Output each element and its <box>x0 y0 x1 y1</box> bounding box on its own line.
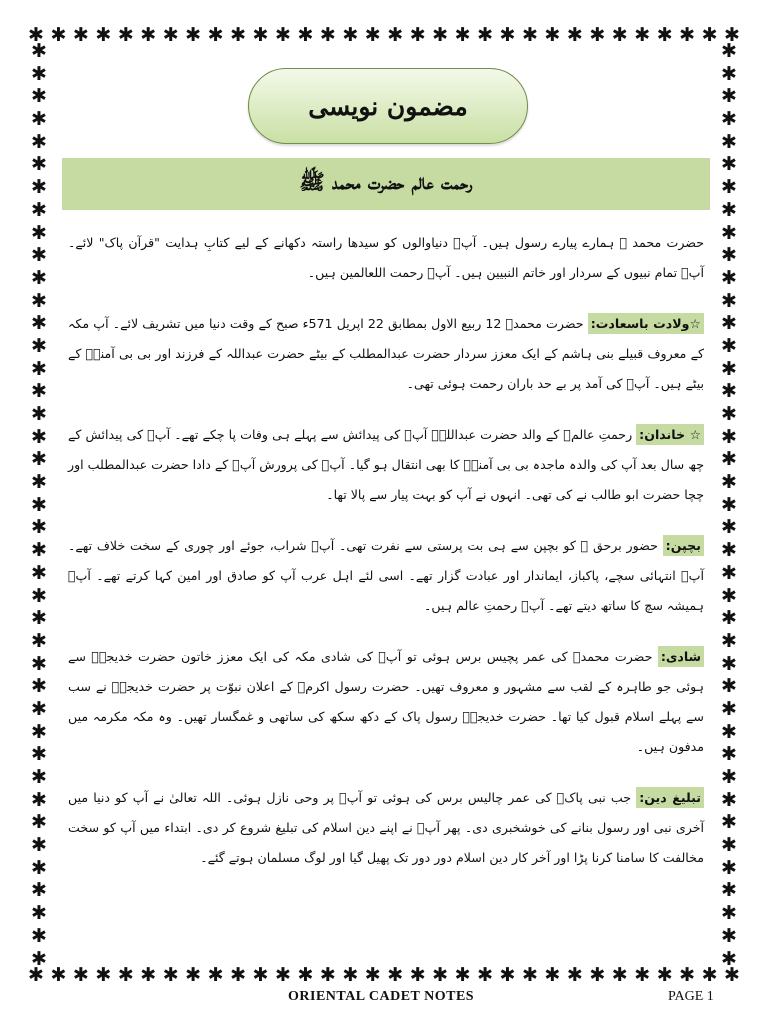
star-border-bottom <box>28 964 740 986</box>
star-icon: ✱ <box>72 964 89 986</box>
star-icon: ✱ <box>721 788 737 811</box>
star-icon: ✱ <box>544 24 561 46</box>
star-icon: ✱ <box>297 964 314 986</box>
star-icon: ✱ <box>721 493 737 516</box>
star-icon: ✱ <box>185 964 202 986</box>
star-icon: ✱ <box>31 561 47 584</box>
star-icon: ✱ <box>721 403 737 425</box>
heading-label: ☆ خاندان: <box>636 424 704 445</box>
star-icon: ✱ <box>31 289 47 312</box>
star-icon: ✱ <box>387 964 404 986</box>
star-icon: ✱ <box>724 964 740 986</box>
star-icon: ✱ <box>721 198 737 221</box>
star-icon: ✱ <box>544 964 561 986</box>
star-icon: ✱ <box>31 153 47 176</box>
star-icon: ✱ <box>432 964 449 986</box>
star-icon: ✱ <box>31 720 47 743</box>
star-icon: ✱ <box>634 964 651 986</box>
page-subtitle: رحمت عالم حضرت محمد ﷺ <box>299 168 473 194</box>
star-icon: ✱ <box>31 788 47 811</box>
star-icon: ✱ <box>566 24 583 46</box>
star-icon: ✱ <box>721 62 737 85</box>
star-icon: ✱ <box>252 24 269 46</box>
star-icon: ✱ <box>274 24 291 46</box>
star-icon: ✱ <box>31 652 47 675</box>
star-icon: ✱ <box>721 244 737 267</box>
star-icon: ✱ <box>721 266 737 289</box>
star-icon: ✱ <box>477 24 493 46</box>
star-icon: ✱ <box>31 244 47 267</box>
star-icon: ✱ <box>409 24 426 46</box>
paragraph-birth <box>68 309 704 399</box>
star-icon: ✱ <box>31 403 47 425</box>
paragraph-marriage <box>68 642 704 762</box>
star-icon: ✱ <box>31 198 47 221</box>
star-icon: ✱ <box>589 24 606 46</box>
star-icon: ✱ <box>454 964 471 986</box>
star-icon: ✱ <box>31 766 47 788</box>
star-icon: ✱ <box>297 24 314 46</box>
star-icon: ✱ <box>31 357 47 380</box>
star-icon: ✱ <box>721 584 737 607</box>
star-icon: ✱ <box>721 856 737 879</box>
star-icon: ✱ <box>31 493 47 516</box>
star-icon: ✱ <box>31 425 47 448</box>
star-border-left <box>28 40 50 970</box>
star-icon: ✱ <box>721 652 737 675</box>
paragraph-text: حضرت محمدؐ 12 ربیع الاول بمطابق 22 اپریل 571ء صبح کے وقت دنیا میں تشریف لائے۔ آپ مکہ کے معروف قبیلے بنی ہاشم کے ایک معزز سردار حضرت عبدالمطلب کے بیٹے حضرت عبداللہ کے فرزند اور بی بی آمنہؓ کے بیٹے ہیں۔ آپؐ کی آمد پر بے حد باران رحمت ہوئی تھی۔ <box>68 316 704 391</box>
page-number: PAGE 1 <box>668 989 714 1004</box>
star-icon: ✱ <box>721 516 737 539</box>
star-icon: ✱ <box>31 675 47 698</box>
star-icon: ✱ <box>454 24 471 46</box>
star-icon: ✱ <box>207 24 224 46</box>
star-icon: ✱ <box>31 380 47 403</box>
star-icon: ✱ <box>117 24 134 46</box>
star-icon: ✱ <box>721 811 737 834</box>
star-icon: ✱ <box>566 964 583 986</box>
star-icon: ✱ <box>721 766 737 788</box>
star-icon: ✱ <box>721 561 737 584</box>
star-icon: ✱ <box>721 743 737 766</box>
star-icon: ✱ <box>31 516 47 539</box>
star-icon: ✱ <box>31 108 47 131</box>
star-icon: ✱ <box>721 153 737 176</box>
star-icon: ✱ <box>31 471 47 494</box>
star-icon: ✱ <box>611 964 628 986</box>
star-icon: ✱ <box>31 266 47 289</box>
star-icon: ✱ <box>162 964 179 986</box>
star-icon: ✱ <box>724 24 740 46</box>
star-icon: ✱ <box>31 221 47 244</box>
star-icon: ✱ <box>721 289 737 312</box>
star-icon: ✱ <box>342 964 359 986</box>
star-icon: ✱ <box>162 24 179 46</box>
star-icon: ✱ <box>701 24 718 46</box>
star-icon: ✱ <box>656 24 673 46</box>
subtitle-band <box>62 158 710 210</box>
star-icon: ✱ <box>31 902 47 925</box>
star-icon: ✱ <box>432 24 449 46</box>
heading-label: شادی: <box>658 646 704 667</box>
star-icon: ✱ <box>589 964 606 986</box>
star-icon: ✱ <box>95 964 112 986</box>
star-icon: ✱ <box>364 964 381 986</box>
star-icon: ✱ <box>721 675 737 698</box>
star-icon: ✱ <box>721 834 737 857</box>
star-icon: ✱ <box>31 40 47 62</box>
star-icon: ✱ <box>319 24 336 46</box>
star-icon: ✱ <box>117 964 134 986</box>
star-icon: ✱ <box>274 964 291 986</box>
star-icon: ✱ <box>28 964 44 986</box>
star-icon: ✱ <box>721 879 737 902</box>
star-icon: ✱ <box>140 964 157 986</box>
star-icon: ✱ <box>656 964 673 986</box>
star-border-right <box>718 40 740 970</box>
star-icon: ✱ <box>701 964 718 986</box>
essay-body <box>68 228 704 894</box>
star-icon: ✱ <box>72 24 89 46</box>
star-icon: ✱ <box>721 947 737 970</box>
star-icon: ✱ <box>721 448 737 471</box>
paragraph-family <box>68 420 704 510</box>
page-title: مضمون نویسی <box>308 91 468 121</box>
title-box <box>248 68 528 144</box>
star-icon: ✱ <box>679 24 696 46</box>
star-icon: ✱ <box>477 964 493 986</box>
heading-label: ☆ولادت باسعادت: <box>588 313 704 334</box>
star-icon: ✱ <box>721 108 737 131</box>
star-border-top <box>28 24 740 46</box>
star-icon: ✱ <box>721 40 737 62</box>
star-icon: ✱ <box>409 964 426 986</box>
star-icon: ✱ <box>721 85 737 108</box>
star-icon: ✱ <box>28 24 44 46</box>
star-icon: ✱ <box>31 811 47 834</box>
star-icon: ✱ <box>230 24 246 46</box>
star-icon: ✱ <box>499 24 516 46</box>
star-icon: ✱ <box>31 697 47 720</box>
star-icon: ✱ <box>721 471 737 494</box>
star-icon: ✱ <box>31 607 47 630</box>
star-icon: ✱ <box>721 312 737 335</box>
star-icon: ✱ <box>679 964 696 986</box>
star-icon: ✱ <box>521 24 538 46</box>
star-icon: ✱ <box>721 357 737 380</box>
star-icon: ✱ <box>721 380 737 403</box>
star-icon: ✱ <box>31 539 47 562</box>
star-icon: ✱ <box>31 312 47 335</box>
star-icon: ✱ <box>611 24 628 46</box>
star-icon: ✱ <box>207 964 224 986</box>
star-icon: ✱ <box>50 964 67 986</box>
star-icon: ✱ <box>721 924 737 947</box>
star-icon: ✱ <box>721 629 737 652</box>
star-icon: ✱ <box>364 24 381 46</box>
paragraph-text: حضرت محمدؐ کی عمر پچیس برس ہوئی تو آپؐ کی شادی مکہ کی ایک معزز خاتون حضرت خدیجہؓ سے ہوئی جو طاہرہ کے لقب سے مشہور و معروف تھیں۔ حضرت رسول اکرمؐ کے اعلان نبوّت پر حضرت خدیجہؓ نے سب سے پہلے اسلام قبول کیا تھا۔ حضرت خدیجہؓ رسول پاک کے دکھ سکھ کی ساتھی و غمگسار تھیں۔ وہ مکہ مکرمہ میں مدفون ہیں۔ <box>68 649 704 754</box>
star-icon: ✱ <box>31 62 47 85</box>
star-icon: ✱ <box>31 130 47 153</box>
star-icon: ✱ <box>721 130 737 153</box>
paragraph-text: حضور برحق ﷺ کو بچپن سے ہی بت پرستی سے نفرت تھی۔ آپؐ شراب، جوئے اور چوری کے سخت خلاف تھے۔ آپؐ انتہائی سچے، پاکباز، ایماندار اور عبادت گزار تھے۔ اسی لئے اہل عرب آپ کو صادق اور امین کہا کرتے تھے۔ آپؐ ہمیشہ سچ کا ساتھ دیتے تھے۔ آپؐ رحمتِ عالم ہیں۔ <box>68 538 704 613</box>
star-icon: ✱ <box>721 539 737 562</box>
star-icon: ✱ <box>31 743 47 766</box>
paragraph-text: حضرت محمد ﷺ ہمارے پیارے رسول ہیں۔ آپؐ دنیاوالوں کو سیدھا راستہ دکھانے کے لیے کتابِ ہدایت "قرآن پاک" لائے۔ آپؐ تمام نبیوں کے سردار اور خاتم النبیین ہیں۔ آپؐ رحمت اللعالمین ہیں۔ <box>68 235 704 280</box>
star-icon: ✱ <box>721 697 737 720</box>
star-icon: ✱ <box>521 964 538 986</box>
star-icon: ✱ <box>185 24 202 46</box>
star-icon: ✱ <box>31 584 47 607</box>
star-icon: ✱ <box>721 221 737 244</box>
star-icon: ✱ <box>31 448 47 471</box>
star-icon: ✱ <box>721 334 737 357</box>
star-icon: ✱ <box>721 176 737 199</box>
star-icon: ✱ <box>140 24 157 46</box>
star-icon: ✱ <box>31 176 47 199</box>
star-icon: ✱ <box>31 879 47 902</box>
footer-source: ORIENTAL CADET NOTES <box>288 989 475 1004</box>
star-icon: ✱ <box>230 964 246 986</box>
star-icon: ✱ <box>387 24 404 46</box>
star-icon: ✱ <box>252 964 269 986</box>
star-icon: ✱ <box>31 629 47 652</box>
star-icon: ✱ <box>634 24 651 46</box>
star-icon: ✱ <box>95 24 112 46</box>
star-icon: ✱ <box>31 85 47 108</box>
star-icon: ✱ <box>499 964 516 986</box>
heading-label: بچپن: <box>663 535 704 556</box>
paragraph-childhood <box>68 531 704 621</box>
star-icon: ✱ <box>721 902 737 925</box>
star-icon: ✱ <box>31 334 47 357</box>
paragraph-text: رحمتِ عالمؐ کے والد حضرت عبداللہؓ آپؐ کی پیدائش سے پہلے ہی وفات پا چکے تھے۔ آپؐ کی پیدائش کے چھ سال بعد آپ کی والدہ ماجدہ بی بی آمنہؓ کا بھی انتقال ہو گیا۔ آپؐ کی پرورش آپؐ کے دادا حضرت عبدالمطلب اور چچا حضرت ابو طالب نے کی تھی۔ انہوں نے آپ کو بہت پیار سے پالا تھا۔ <box>68 427 704 502</box>
star-icon: ✱ <box>319 964 336 986</box>
star-icon: ✱ <box>31 834 47 857</box>
heading-label: تبلیغ دین: <box>636 787 704 808</box>
star-icon: ✱ <box>721 607 737 630</box>
star-icon: ✱ <box>31 947 47 970</box>
star-icon: ✱ <box>342 24 359 46</box>
star-icon: ✱ <box>721 720 737 743</box>
star-icon: ✱ <box>31 856 47 879</box>
star-icon: ✱ <box>50 24 67 46</box>
paragraph-preaching <box>68 783 704 873</box>
paragraph-text: جب نبی پاکؐ کی عمر چالیس برس کی ہوئی تو آپؐ پر وحی نازل ہوئی۔ اللہ تعالیٰ نے آپ کو دنیا میں آخری نبی اور رسول بنانے کی خوشخبری دی۔ پھر آپؐ نے اپنے دین اسلام کی تبلیغ شروع کر دی۔ ابتداء میں آپ کو سخت مخالفت کا سامنا کرنا پڑا اور آخر کار دین اسلام دور دور تک پھیل گیا اور لوگ مسلمان ہوتے گئے۔ <box>68 790 704 865</box>
star-icon: ✱ <box>31 924 47 947</box>
paragraph-intro <box>68 228 704 288</box>
star-icon: ✱ <box>721 425 737 448</box>
